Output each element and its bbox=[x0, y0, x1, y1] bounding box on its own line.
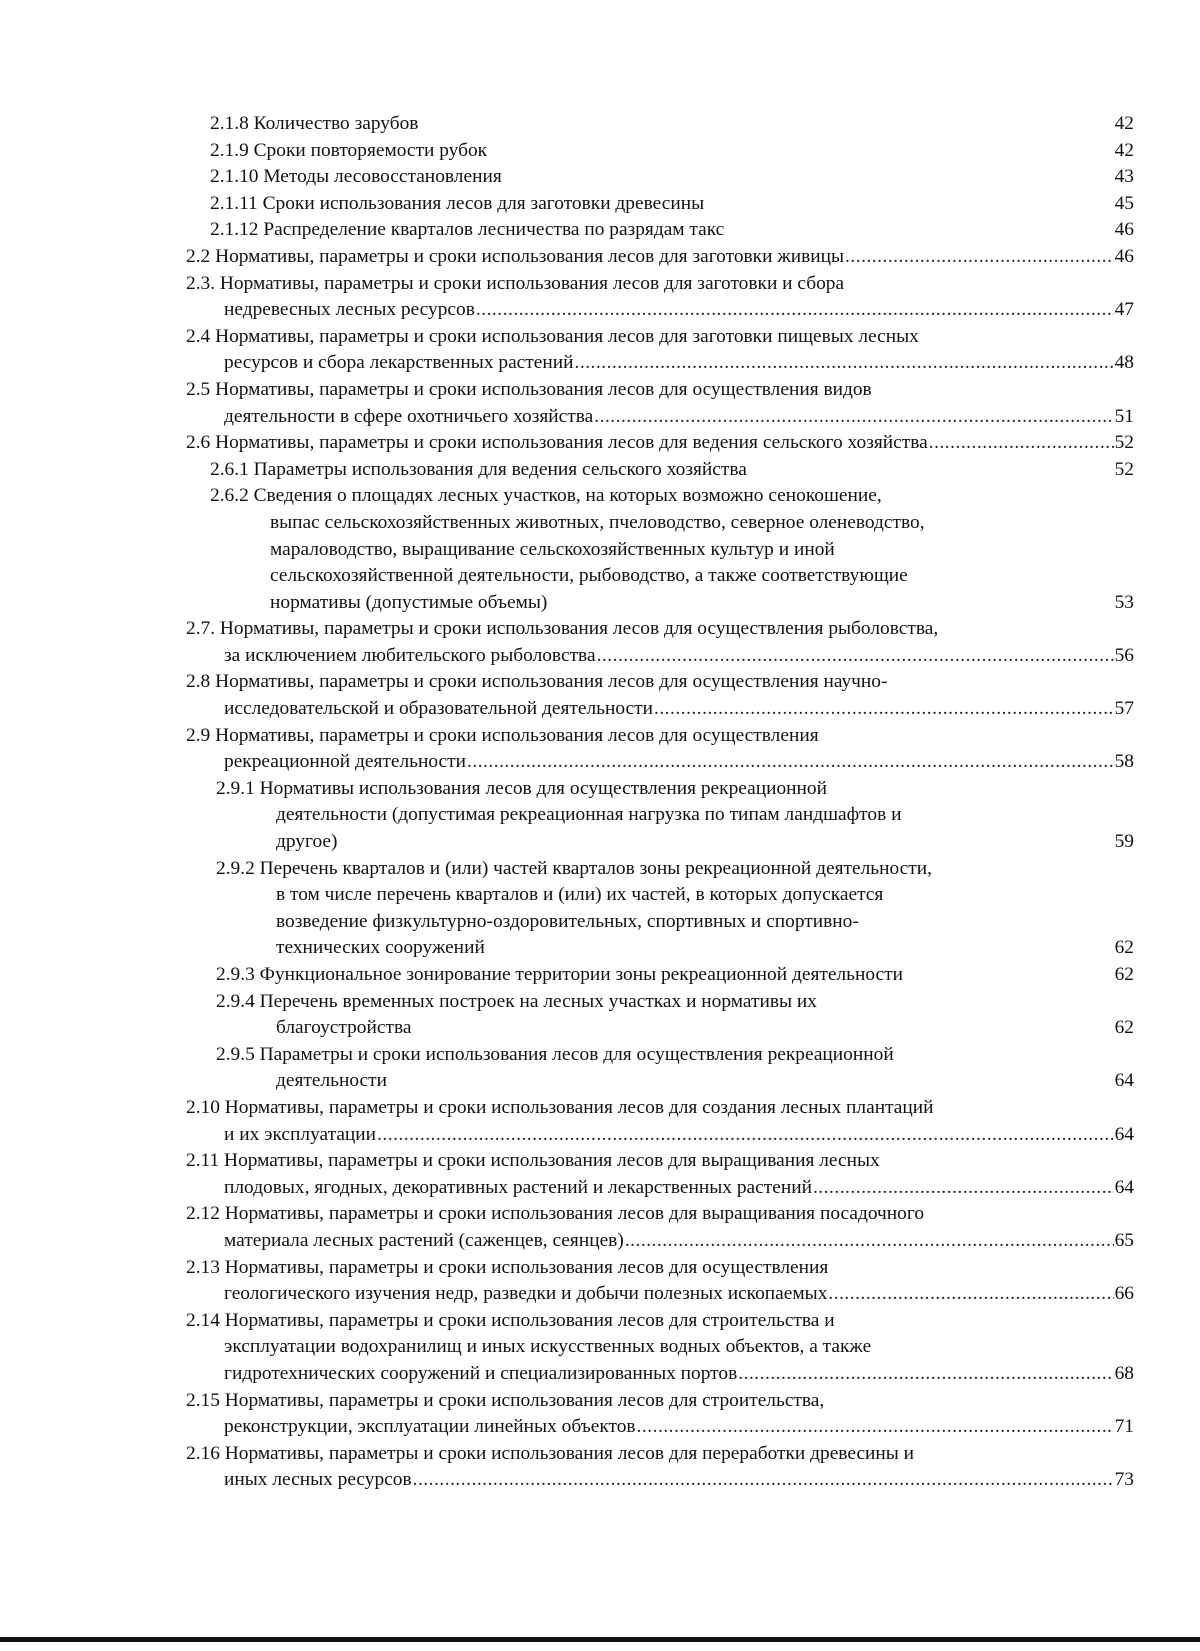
toc-page-number: 64 bbox=[1114, 1070, 1134, 1092]
toc-entry-text: технических сооружений bbox=[276, 937, 485, 959]
toc-page-number: 46 bbox=[1114, 219, 1134, 241]
toc-entry-last-line bbox=[210, 164, 1134, 191]
toc-entry-text: 2.1.10 Методы лесовосстановления bbox=[210, 166, 502, 188]
toc-entry-last-line bbox=[186, 1228, 1134, 1255]
toc-entry-text: гидротехнических сооружений и специализированных портов bbox=[224, 1362, 738, 1384]
toc-entry bbox=[186, 430, 1134, 457]
toc-entry-text: 2.4 Нормативы, параметры и сроки использования лесов для заготовки пищевых лесных bbox=[186, 325, 919, 347]
toc-entry bbox=[186, 616, 1134, 669]
toc-page-number: 68 bbox=[1114, 1362, 1134, 1384]
dot-leader bbox=[929, 430, 1114, 457]
toc-entry bbox=[186, 1095, 1134, 1148]
toc-entry-text: мараловодство, выращивание сельскохозяйственных культур и иной bbox=[270, 538, 835, 560]
toc-entry bbox=[186, 669, 1134, 722]
toc-entry-last-line bbox=[186, 696, 1134, 723]
toc-entry-text: недревесных лесных ресурсов bbox=[224, 299, 475, 321]
dot-leader bbox=[476, 297, 1114, 324]
toc-entry-text: 2.2 Нормативы, параметры и сроки использования лесов для заготовки живицы bbox=[186, 245, 845, 267]
toc-entry-text: 2.11 Нормативы, параметры и сроки использования лесов для выращивания лесных bbox=[186, 1150, 880, 1172]
toc-entry-text: ресурсов и сбора лекарственных растений bbox=[224, 352, 574, 374]
toc-entry-last-line bbox=[216, 962, 1134, 989]
toc-entry-text: 2.1.8 Количество зарубов bbox=[210, 113, 419, 134]
dot-leader bbox=[467, 749, 1114, 776]
toc-entry-last-line bbox=[210, 111, 1134, 138]
toc-entry-last-line bbox=[210, 138, 1134, 165]
toc-page-number: 51 bbox=[1114, 405, 1134, 427]
toc-entry-text: 2.7. Нормативы, параметры и сроки использования лесов для осуществления рыболовства, bbox=[186, 618, 939, 640]
toc-entry-text: рекреационной деятельности bbox=[224, 751, 466, 773]
toc-entry-last-line bbox=[210, 457, 1134, 484]
toc-entry bbox=[186, 962, 1134, 989]
toc-page-number: 43 bbox=[1114, 166, 1134, 188]
toc-entry-text: нормативы (допустимые объемы) bbox=[270, 591, 548, 613]
dot-leader bbox=[625, 1228, 1114, 1255]
toc-entry-last-line bbox=[186, 749, 1134, 776]
dot-leader bbox=[575, 350, 1114, 377]
toc-entry-text: 2.15 Нормативы, параметры и сроки использования лесов для строительства, bbox=[186, 1389, 825, 1411]
toc-page-number: 47 bbox=[1114, 299, 1134, 321]
toc-entry-text: благоустройства bbox=[276, 1017, 412, 1039]
toc-entry bbox=[186, 1201, 1134, 1254]
toc-entry-text: 2.9.3 Функциональное зонирование территории зоны рекреационной деятельности bbox=[216, 964, 903, 985]
toc-entry-last-line bbox=[186, 404, 1134, 431]
toc-entry-text: 2.1.11 Сроки использования лесов для заготовки древесины bbox=[210, 192, 705, 214]
toc-entry-text: 2.6.2 Сведения о площадях лесных участков, на которых возможно сенокошение, bbox=[210, 485, 882, 507]
toc-entry-text: реконструкции, эксплуатации линейных объектов bbox=[224, 1416, 636, 1438]
toc-entry bbox=[186, 138, 1134, 165]
toc-entry-text: деятельности в сфере охотничьего хозяйства bbox=[224, 405, 594, 427]
toc-entry-text: 2.1.9 Сроки повторяемости рубок bbox=[210, 139, 488, 161]
toc-entry-text: другое) bbox=[276, 831, 338, 853]
toc-entry-last-line bbox=[186, 1122, 1134, 1149]
toc-page-number: 64 bbox=[1114, 1123, 1134, 1145]
toc-entry bbox=[186, 244, 1134, 271]
toc-entry-text: материала лесных растений (саженцев, сеянцев) bbox=[224, 1229, 624, 1251]
toc-entry-last-line bbox=[210, 217, 1134, 244]
toc-entry bbox=[186, 723, 1134, 776]
toc-entry-text: и их эксплуатации bbox=[224, 1123, 377, 1145]
toc-page-number: 56 bbox=[1114, 644, 1134, 666]
toc-entry-last-line bbox=[210, 191, 1134, 218]
toc-entry-text: возведение физкультурно-оздоровительных, спортивных и спортивно- bbox=[276, 910, 859, 932]
toc-entry bbox=[186, 377, 1134, 430]
toc-entry-text: 2.10 Нормативы, параметры и сроки использования лесов для создания лесных плантаций bbox=[186, 1096, 934, 1118]
toc-page-number: 42 bbox=[1114, 139, 1134, 161]
dot-leader bbox=[813, 1175, 1114, 1202]
toc-entry bbox=[186, 324, 1134, 377]
toc-entry-text: 2.13 Нормативы, параметры и сроки использования лесов для осуществления bbox=[186, 1256, 829, 1278]
toc-entry-text: иных лесных ресурсов bbox=[224, 1469, 412, 1491]
toc-entry-text: сельскохозяйственной деятельности, рыбоводство, а также соответствующие bbox=[270, 565, 908, 587]
toc-page-number: 48 bbox=[1114, 352, 1134, 374]
toc-entry-last-line bbox=[186, 297, 1134, 324]
toc-entry-last-line bbox=[186, 350, 1134, 377]
toc-entry-text: 2.9 Нормативы, параметры и сроки использования лесов для осуществления bbox=[186, 724, 819, 746]
toc-entry-last-line bbox=[186, 244, 1134, 271]
toc-entry-text: плодовых, ягодных, декоративных растений и лекарственных растений bbox=[224, 1176, 812, 1198]
toc-page-number: 53 bbox=[1114, 591, 1134, 613]
toc-page-number: 57 bbox=[1114, 698, 1134, 720]
toc-entry-last-line bbox=[186, 1467, 1134, 1494]
toc-entry bbox=[186, 856, 1134, 962]
toc-entry-text: 2.12 Нормативы, параметры и сроки использования лесов для выращивания посадочного bbox=[186, 1203, 925, 1225]
toc-entry bbox=[186, 111, 1134, 138]
dot-leader bbox=[413, 1467, 1114, 1494]
toc-page-number: 46 bbox=[1114, 245, 1134, 267]
toc-page-number: 62 bbox=[1114, 964, 1134, 985]
toc-entry-last-line bbox=[216, 829, 1134, 856]
toc-entry-text: деятельности (допустимая рекреационная нагрузка по типам ландшафтов и bbox=[276, 804, 902, 826]
toc-page-number: 59 bbox=[1114, 831, 1134, 853]
toc-entry bbox=[186, 1042, 1134, 1095]
dot-leader bbox=[738, 1361, 1113, 1388]
bottom-rule bbox=[0, 1637, 1200, 1642]
toc-entry bbox=[186, 191, 1134, 218]
toc-entry-text: выпас сельскохозяйственных животных, пчеловодство, северное оленеводство, bbox=[270, 511, 925, 533]
toc-page-number: 45 bbox=[1114, 192, 1134, 214]
toc-entry-text: 2.3. Нормативы, параметры и сроки использования лесов для заготовки и сбора bbox=[186, 272, 845, 294]
toc-entry bbox=[186, 1441, 1134, 1494]
dot-leader bbox=[377, 1122, 1114, 1149]
toc-entry-text: 2.16 Нормативы, параметры и сроки использования лесов для переработки древесины и bbox=[186, 1442, 915, 1464]
toc-page-number: 66 bbox=[1114, 1283, 1134, 1305]
toc-page-number: 64 bbox=[1114, 1176, 1134, 1198]
toc-entry-last-line bbox=[186, 1414, 1134, 1441]
toc-page-number: 62 bbox=[1114, 937, 1134, 959]
toc-page-number: 58 bbox=[1114, 751, 1134, 773]
dot-leader bbox=[597, 643, 1114, 670]
toc-page-number: 62 bbox=[1114, 1017, 1134, 1039]
toc-entry-text: 2.8 Нормативы, параметры и сроки использования лесов для осуществления научно- bbox=[186, 671, 888, 693]
toc-entry-last-line bbox=[186, 430, 1134, 457]
toc-entry-text: 2.9.2 Перечень кварталов и (или) частей кварталов зоны рекреационной деятельности, bbox=[216, 857, 932, 879]
toc-page-number: 42 bbox=[1114, 113, 1134, 134]
toc-entry-text: исследовательской и образовательной деятельности bbox=[224, 698, 653, 720]
toc-entry bbox=[186, 776, 1134, 856]
table-of-contents bbox=[186, 111, 1134, 1494]
toc-entry-text: геологического изучения недр, разведки и добычи полезных ископаемых bbox=[224, 1283, 828, 1305]
toc-page-number: 71 bbox=[1114, 1416, 1134, 1438]
toc-entry-text: 2.5 Нормативы, параметры и сроки использования лесов для осуществления видов bbox=[186, 378, 872, 400]
toc-entry-text: 2.14 Нормативы, параметры и сроки использования лесов для строительства и bbox=[186, 1309, 835, 1331]
toc-entry bbox=[186, 1308, 1134, 1388]
toc-entry-text: 2.6.1 Параметры использования для ведения сельского хозяйства bbox=[210, 458, 747, 480]
toc-entry bbox=[186, 271, 1134, 324]
toc-entry bbox=[186, 989, 1134, 1042]
toc-entry-last-line bbox=[216, 935, 1134, 962]
toc-entry bbox=[186, 164, 1134, 191]
toc-page-number: 52 bbox=[1114, 458, 1134, 480]
dot-leader bbox=[845, 244, 1114, 271]
toc-entry bbox=[186, 457, 1134, 484]
toc-entry-last-line bbox=[216, 1068, 1134, 1095]
toc-entry bbox=[186, 1148, 1134, 1201]
toc-entry-text: в том числе перечень кварталов и (или) их частей, в которых допускается bbox=[276, 884, 884, 906]
toc-entry-text: 2.9.1 Нормативы использования лесов для осуществления рекреационной bbox=[216, 777, 827, 799]
toc-entry-last-line bbox=[186, 1175, 1134, 1202]
toc-entry-text: эксплуатации водохранилищ и иных искусственных водных объектов, а также bbox=[224, 1336, 872, 1358]
toc-entry bbox=[186, 483, 1134, 616]
toc-entry bbox=[186, 1388, 1134, 1441]
dot-leader bbox=[828, 1281, 1113, 1308]
dot-leader bbox=[637, 1414, 1114, 1441]
toc-page-number: 65 bbox=[1114, 1229, 1134, 1251]
toc-entry-text: 2.1.12 Распределение кварталов лесничества по разрядам такс bbox=[210, 219, 725, 241]
toc-entry-text: деятельности bbox=[276, 1070, 388, 1092]
toc-entry-text: 2.9.4 Перечень временных построек на лесных участках и нормативы их bbox=[216, 990, 817, 1012]
toc-entry bbox=[186, 1255, 1134, 1308]
toc-page-number: 52 bbox=[1114, 432, 1134, 454]
toc-entry-text: за исключением любительского рыболовства bbox=[224, 644, 596, 666]
toc-entry bbox=[186, 217, 1134, 244]
toc-entry-last-line bbox=[186, 1361, 1134, 1388]
toc-page-number: 73 bbox=[1114, 1469, 1134, 1491]
toc-entry-text: 2.9.5 Параметры и сроки использования лесов для осуществления рекреационной bbox=[216, 1043, 894, 1065]
toc-entry-text: 2.6 Нормативы, параметры и сроки использования лесов для ведения сельского хозяйства bbox=[186, 432, 928, 454]
toc-entry-last-line bbox=[210, 590, 1134, 617]
toc-entry-last-line bbox=[216, 1015, 1134, 1042]
toc-entry-last-line bbox=[186, 1281, 1134, 1308]
dot-leader bbox=[654, 696, 1114, 723]
dot-leader bbox=[594, 404, 1113, 431]
toc-entry-last-line bbox=[186, 643, 1134, 670]
